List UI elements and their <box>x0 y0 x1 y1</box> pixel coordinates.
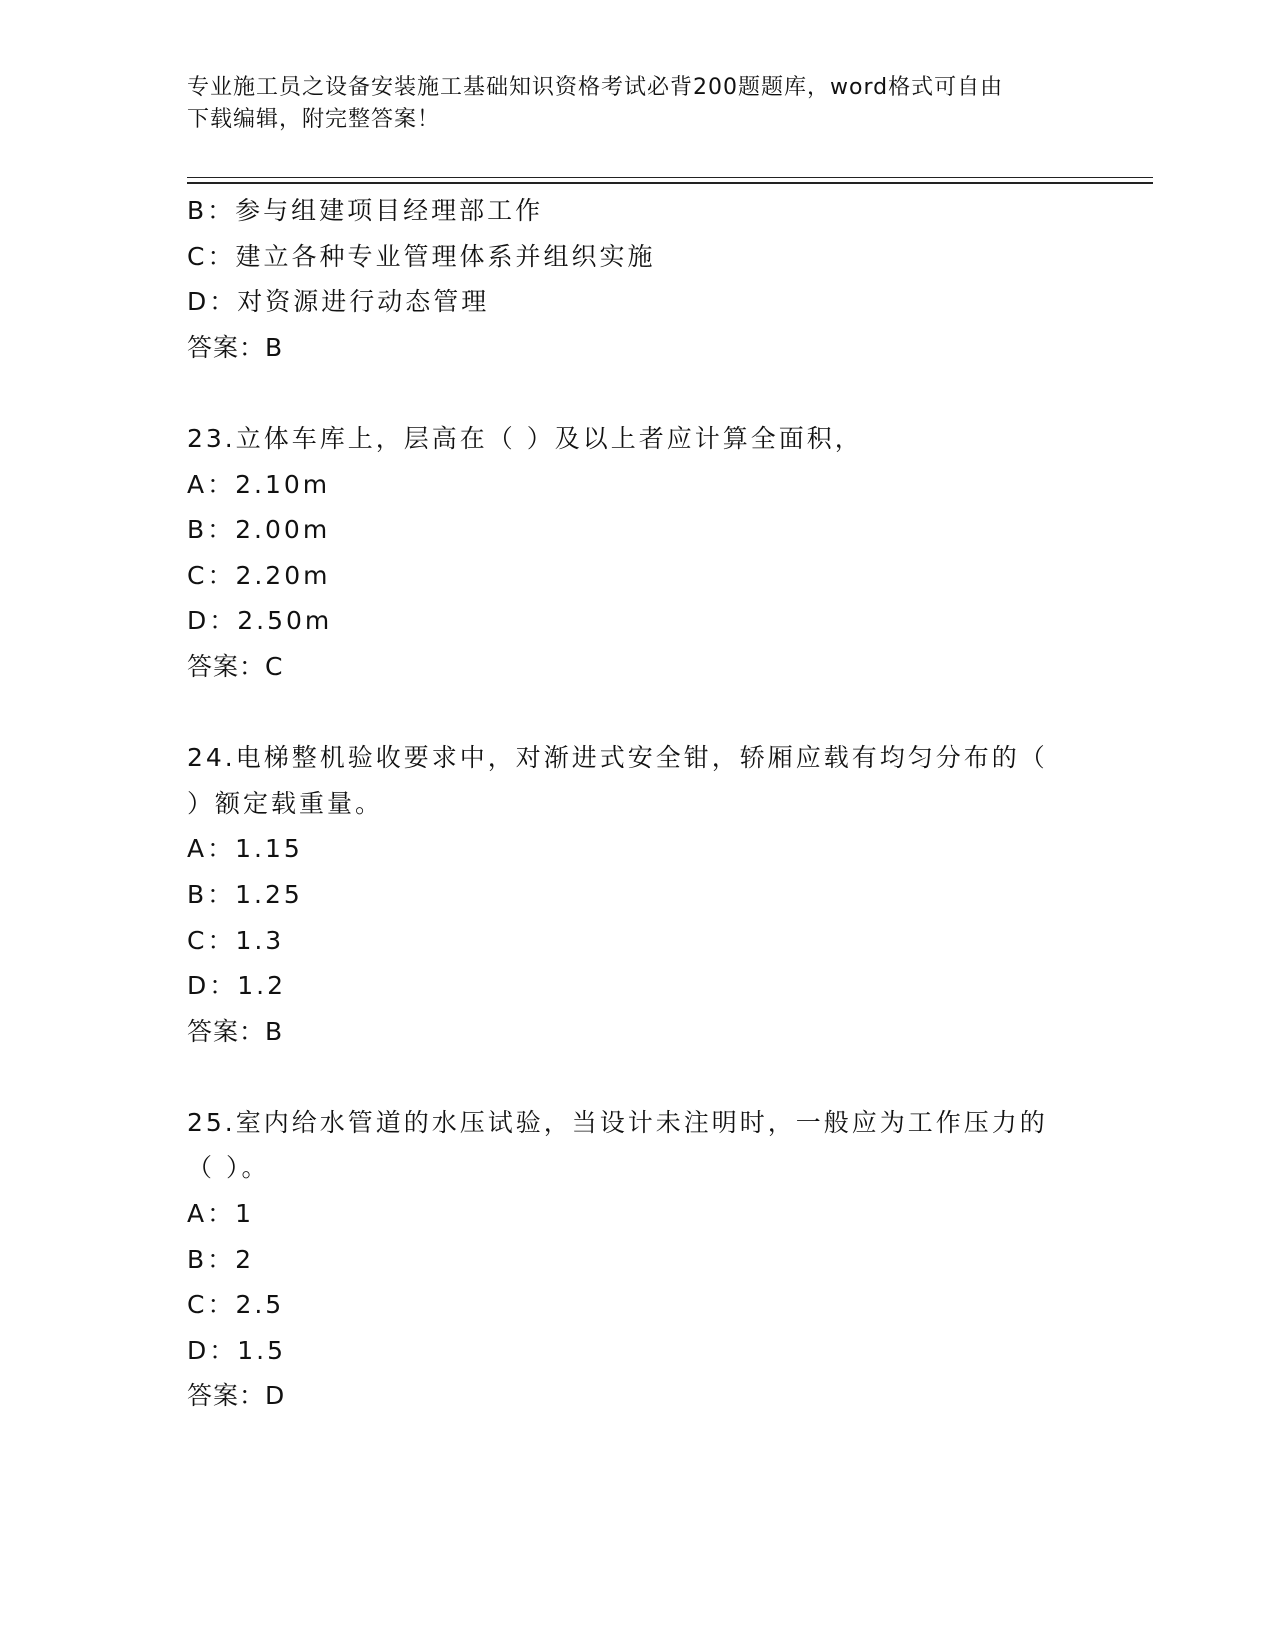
question-25 <box>187 1100 1087 1419</box>
question-text: 25.室内给水管道的水压试验，当设计未注明时，一般应为工作压力的 <box>187 1107 1048 1137</box>
option-d: D：1.2 <box>187 971 287 1001</box>
header-divider-thin <box>187 177 1153 178</box>
spacer <box>187 370 1087 416</box>
option-d: D：2.50m <box>187 606 333 636</box>
question-text-continued: ）额定载重量。 <box>187 788 384 818</box>
question-text-continued: （ ）。 <box>187 1153 270 1183</box>
option-c: C：2.5 <box>187 1290 285 1320</box>
option-b: B：1.25 <box>187 879 303 909</box>
option-b: B：参与组建项目经理部工作 <box>187 196 544 225</box>
header-line-2: 下载编辑，附完整答案！ <box>187 107 441 132</box>
document-header <box>187 72 1077 136</box>
question-23 <box>187 416 1087 690</box>
header-divider-thick <box>187 182 1153 184</box>
option-c: C：1.3 <box>187 925 285 955</box>
option-c: C：建立各种专业管理体系并组织实施 <box>187 241 656 271</box>
answer-line: 答案：D <box>187 1381 286 1411</box>
option-c: C：2.20m <box>187 560 331 590</box>
answer-line: 答案：B <box>187 1016 284 1046</box>
answer-line: 答案：B <box>187 332 284 362</box>
option-a: A：1 <box>187 1199 255 1229</box>
question-text: 23.立体车库上，层高在（ ）及以上者应计算全面积， <box>187 423 863 453</box>
spacer <box>187 690 1087 736</box>
question-text: 24.电梯整机验收要求中，对渐进式安全钳，轿厢应载有均匀分布的（ <box>187 743 1048 773</box>
question-list <box>187 188 1087 1419</box>
option-a: A：1.15 <box>187 834 303 864</box>
option-a: A：2.10m <box>187 469 331 499</box>
header-line-1: 专业施工员之设备安装施工基础知识资格考试必背200题题库，word格式可自由 <box>187 75 1004 100</box>
option-d: D：1.5 <box>187 1335 287 1365</box>
spacer <box>187 1054 1087 1100</box>
question-24 <box>187 735 1087 1054</box>
question-22-continuation <box>187 188 1087 370</box>
option-b: B：2 <box>187 1244 255 1274</box>
option-d: D：对资源进行动态管理 <box>187 287 490 317</box>
answer-line: 答案：C <box>187 651 284 681</box>
option-b: B：2.00m <box>187 515 331 545</box>
